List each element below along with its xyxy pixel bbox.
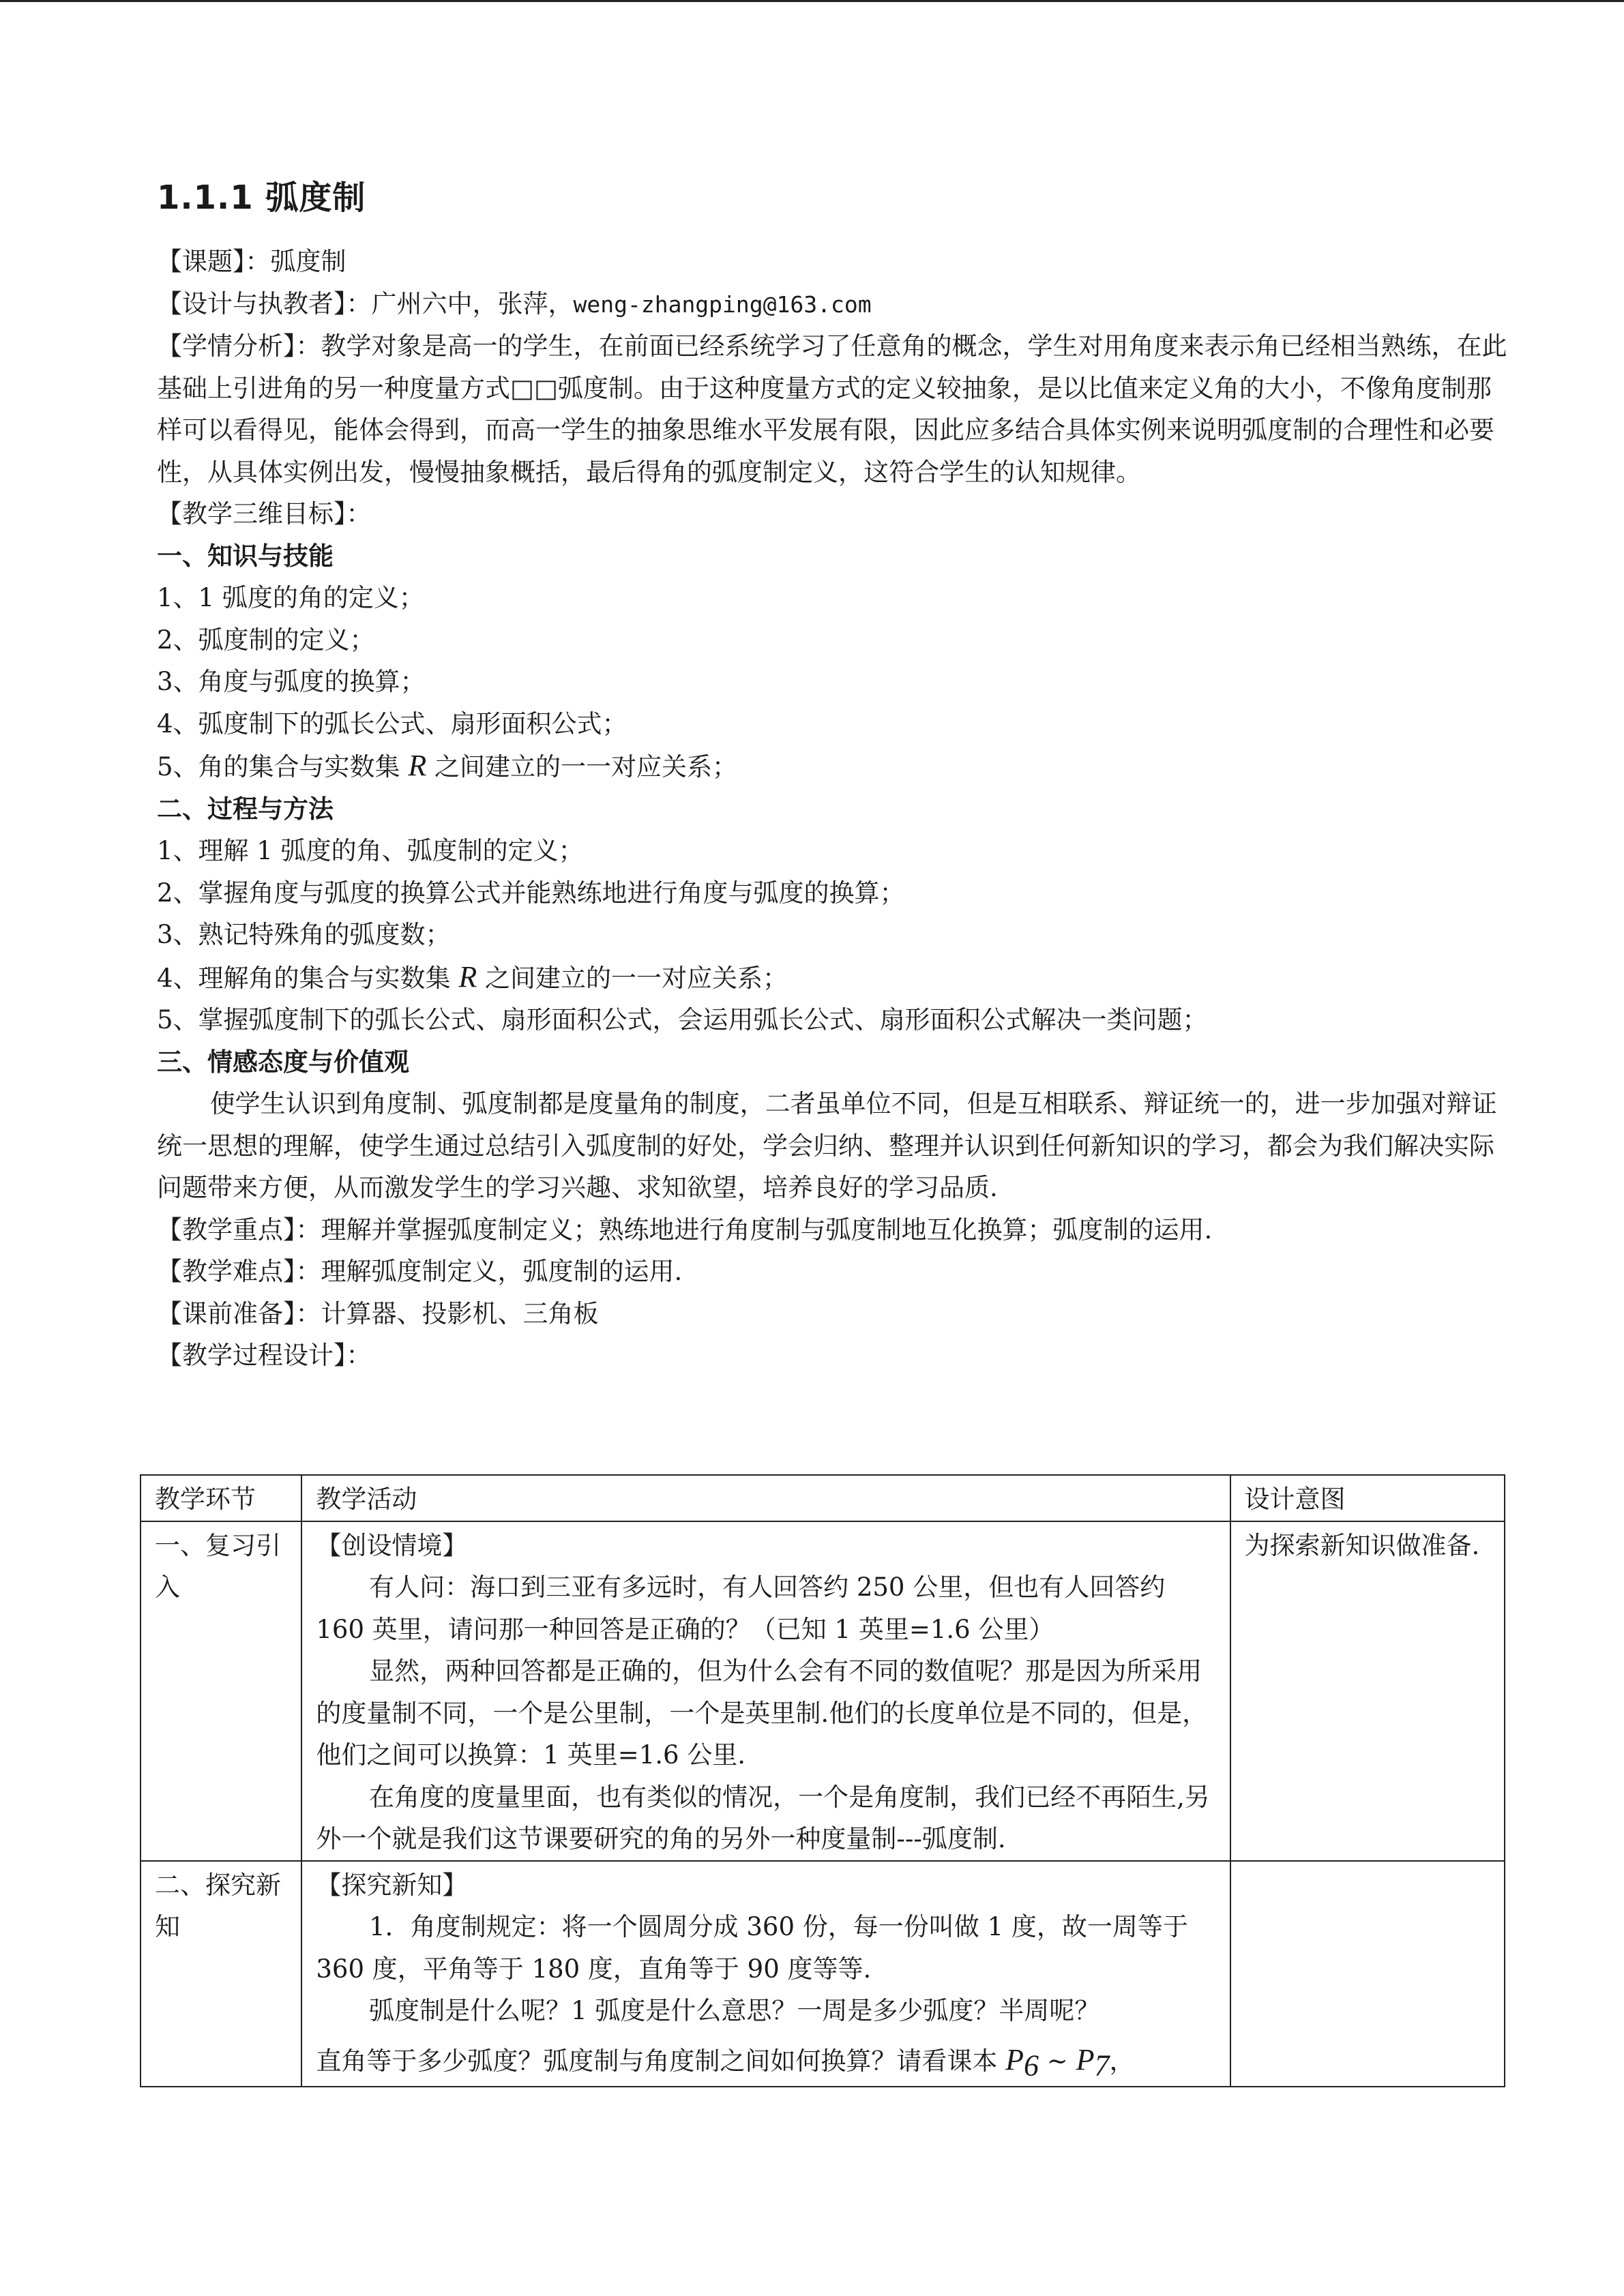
activity-cell <box>301 1521 1230 1861</box>
intent-cell: 为探索新知识做准备. <box>1230 1521 1505 1861</box>
process-label: 【教学过程设计】： <box>157 1341 372 1370</box>
activity-paragraph: 显然，两种回答都是正确的，但为什么会有不同的数值呢？那是因为所采用的度量制不同，一个是公里制，一个是英里制.他们的长度单位是不同的，但是，他们之间可以换算：1 英里=1.6 公里. <box>316 1656 1208 1770</box>
section1-item: 3、角度与弧度的换算； <box>157 667 426 696</box>
section1-item: 1、1 弧度的角的定义； <box>157 583 424 612</box>
activity-paragraph: 在角度的度量里面，也有类似的情况，一个是角度制，我们已经不再陌生,另外一个就是我们这节课要研究的角的另外一种度量制---弧度制. <box>316 1782 1210 1853</box>
page-top-border <box>0 0 1624 2</box>
section2-item: 2、掌握角度与弧度的换算公式并能熟练地进行角度与弧度的换算； <box>157 878 905 908</box>
table-header-row <box>141 1475 1505 1521</box>
activity-paragraph: 弧度制是什么呢？1 弧度是什么意思？一周是多少弧度？半周呢？ <box>369 1996 1100 2025</box>
section3-paragraph: 使学生认识到角度制、弧度制都是度量角的制度，二者虽单位不同，但是互相联系、辩证统一的，进一步加强对辩证统一思想的理解，使学生通过总结引入弧度制的好处，学会归纳、整理并认识到任何新知识的学习，都会为我们解决实际问题带来方便，从而激发学生的学习兴趣、求知欲望，培养良好的学习品质. <box>157 1089 1497 1202</box>
document-body <box>157 174 1507 1377</box>
section2-item: 1、理解 1 弧度的角、弧度制的定义； <box>157 836 584 865</box>
designer-line: 【设计与执教者】：广州六中，张萍，weng-zhangping@163.com <box>157 288 872 318</box>
goals-label: 【教学三维目标】： <box>157 499 372 528</box>
activity-paragraph: 1．角度制规定：将一个圆周分成 360 份，每一份叫做 1 度，故一周等于 360 度，平角等于 180 度，直角等于 90 度等等. <box>316 1912 1188 1984</box>
section1-item: 2、弧度制的定义； <box>157 625 375 655</box>
section2-heading: 二、过程与方法 <box>157 794 334 824</box>
section1-item: 5、角的集合与实数集 R 之间建立的一一对应关系； <box>157 749 737 782</box>
designer-email: weng-zhangping@163.com <box>573 290 872 318</box>
table-row <box>141 1521 1505 1861</box>
activity-paragraph: 直角等于多少弧度？弧度制与角度制之间如何换算？请看课本 $P_6$ ~ $P_7$， <box>316 2042 1135 2082</box>
section2-item: 3、熟记特殊角的弧度数； <box>157 920 451 949</box>
teaching-process-table <box>140 1474 1505 2087</box>
table-header-cell: 教学活动 <box>301 1475 1230 1521</box>
table-row <box>141 1861 1505 2087</box>
preparation-line: 【课前准备】：计算器、投影机、三角板 <box>157 1298 599 1328</box>
section2-item: 5、掌握弧度制下的弧长公式、扇形面积公式，会运用弧长公式、扇形面积公式解决一类问题； <box>157 1005 1208 1034</box>
activity-heading: 【创设情境】 <box>316 1530 468 1560</box>
activity-heading: 【探究新知】 <box>316 1870 468 1900</box>
intent-cell <box>1230 1861 1505 2087</box>
section1-heading: 一、知识与技能 <box>157 541 334 571</box>
table-header-cell: 教学环节 <box>141 1475 301 1521</box>
activity-paragraph: 有人问：海口到三亚有多远时，有人回答约 250 公里，但也有人回答约 160 英里，请问那一种回答是正确的？（已知 1 英里=1.6 公里） <box>316 1572 1166 1644</box>
analysis-paragraph: 【学情分析】：教学对象是高一的学生，在前面已经系统学习了任意角的概念，学生对用角度来表示角已经相当熟练，在此基础上引进角的另一种度量方式□□弧度制。由于这种度量方式的定义较抽象，是以比值来定义角的大小，不像角度制那样可以看得见，能体会得到，而高一学生的抽象思维水平发展有限，因此应多结合具体实例来说明弧度制的合理性和必要性，从具体实例出发，慢慢抽象概括，最后得角的弧度制定义，这符合学生的认知规律。 <box>157 331 1507 487</box>
key-points-line: 【教学重点】：理解并掌握弧度制定义；熟练地进行角度制与弧度制地互化换算；弧度制的运用. <box>157 1214 1213 1244</box>
activity-cell <box>301 1861 1230 2087</box>
page-title: 1.1.1 弧度制 <box>157 179 366 217</box>
stage-cell: 一、复习引入 <box>141 1521 301 1861</box>
stage-cell: 二、探究新知 <box>141 1861 301 2087</box>
table-header-cell: 设计意图 <box>1230 1475 1505 1521</box>
section2-item: 4、理解角的集合与实数集 R 之间建立的一一对应关系； <box>157 959 788 994</box>
section1-item: 4、弧度制下的弧长公式、扇形面积公式； <box>157 709 628 739</box>
section3-heading: 三、情感态度与价值观 <box>157 1047 409 1077</box>
topic-line: 【课题】：弧度制 <box>157 247 346 276</box>
difficulties-line: 【教学难点】：理解弧度制定义，弧度制的运用. <box>157 1257 683 1286</box>
